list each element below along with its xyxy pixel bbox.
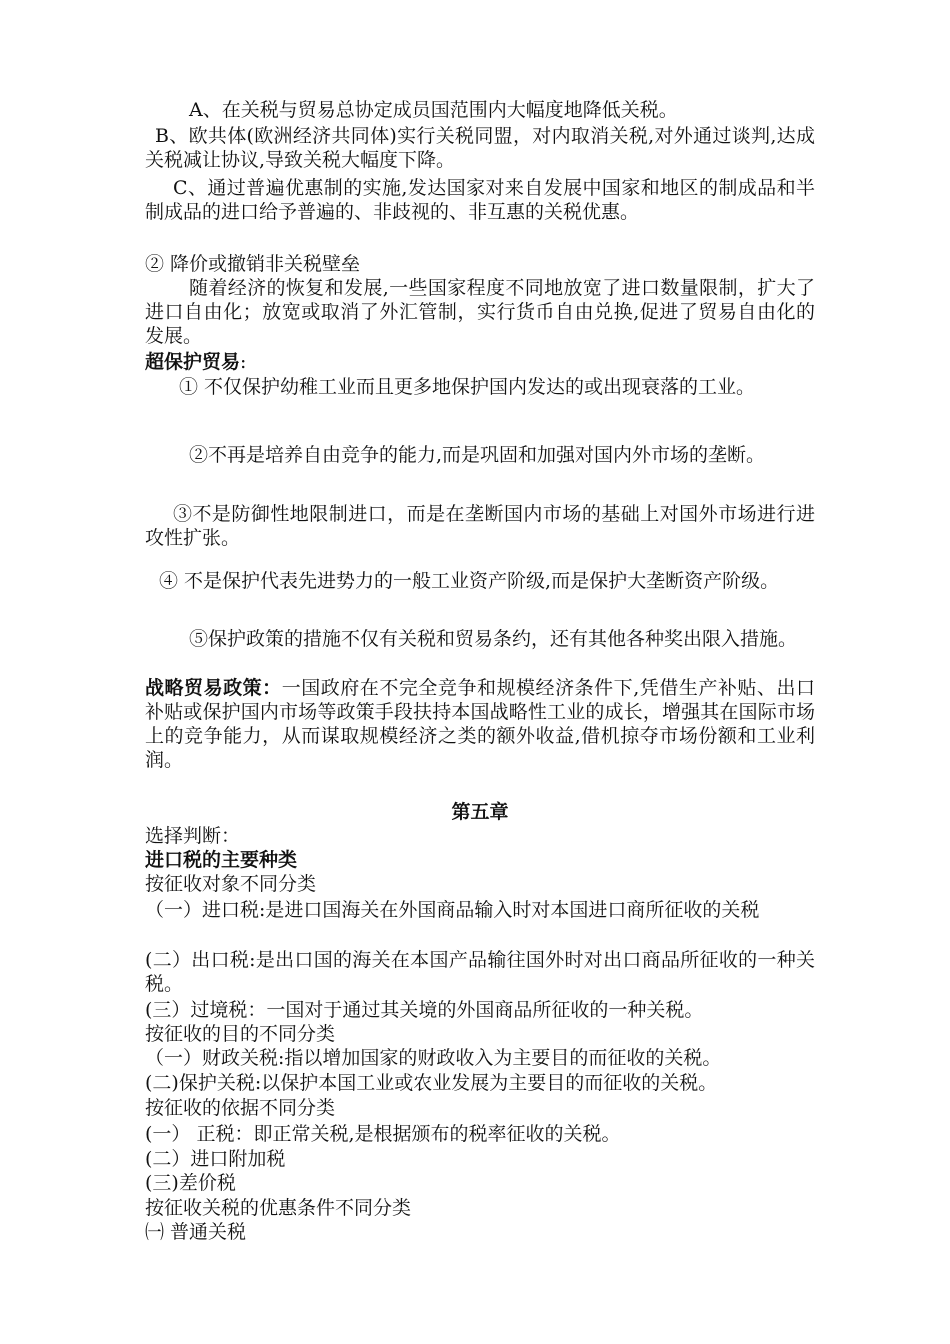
basis-item-3: (三)差价税 <box>145 1172 236 1194</box>
purpose-item-2: (二)保护关税:以保护本国工业或农业发展为主要目的而征收的关税。 <box>145 1072 718 1094</box>
point-2-text: 随着经济的恢复和发展,一些国家程度不同地放宽了进口数量限制，扩大了进口自由化；放宽或取消了外汇管制，实行货币自由兑换,促进了贸易自由化的发展。 <box>145 277 815 347</box>
preference-item-1: ㈠ 普通关税 <box>145 1221 247 1243</box>
super-protection-point-5: ⑤保护政策的措施不仅有关税和贸易条约，还有其他各种奖出限入措施。 <box>189 628 798 650</box>
basis-item-2: (二）进口附加税 <box>145 1148 286 1170</box>
strategic-trade-policy <box>145 676 815 772</box>
super-protection-colon: : <box>240 351 247 373</box>
item-a: A、在关税与贸易总协定成员国范围内大幅度地降低关税。 <box>189 99 678 121</box>
item-c: C、通过普遍优惠制的实施,发达国家对来自发展中国家和地区的制成品和半制成品的进口给予普遍的、非歧视的、非互惠的关税优惠。 <box>145 177 815 223</box>
super-protection-point-2: ②不再是培养自由竞争的能力,而是巩固和加强对国内外市场的垄断。 <box>189 444 766 466</box>
super-protection-point-3: ③不是防御性地限制进口，而是在垄断国内市场的基础上对国外市场进行进攻性扩张。 <box>145 503 815 549</box>
by-object-heading: 按征收对象不同分类 <box>145 873 317 895</box>
by-purpose-heading: 按征收的目的不同分类 <box>145 1023 336 1045</box>
basis-item-1: (一） 正税：即正常关税,是根据颁布的税率征收的关税。 <box>145 1123 621 1145</box>
super-protection-point-1: ① 不仅保护幼稚工业而且更多地保护国内发达的或出现衰落的工业。 <box>179 376 756 398</box>
strategic-text: 一国政府在不完全竞争和规模经济条件下,凭借生产补贴、出口补贴或保护国内市场等政策手段扶持本国战略性工业的成长，增强其在国际市场上的竞争能力，从而谋取规模经济之类的额外收益,借机掠夺市场份额和工业利润。 <box>145 677 815 771</box>
object-item-2: (二）出口税:是出口国的海关在本国产品输往国外时对出口商品所征收的一种关税。 <box>145 949 815 995</box>
super-protection-point-4: ④ 不是保护代表先进势力的一般工业资产阶级,而是保护大垄断资产阶级。 <box>159 570 780 592</box>
by-preference-heading: 按征收关税的优惠条件不同分类 <box>145 1197 412 1219</box>
object-item-3: (三）过境税：一国对于通过其关境的外国商品所征收的一种关税。 <box>145 999 704 1021</box>
strategic-title: 战略贸易政策： <box>145 677 282 699</box>
point-2-title: ② 降价或撤销非关税壁垒 <box>145 253 361 275</box>
select-judge-label: 选择判断： <box>145 825 241 847</box>
super-protection-title: 超保护贸易 <box>145 351 241 373</box>
super-protection-heading <box>145 350 815 374</box>
import-tax-types-heading: 进口税的主要种类 <box>145 849 298 871</box>
purpose-item-1: （一）财政关税:指以增加国家的财政收入为主要目的而征收的关税。 <box>145 1047 722 1069</box>
chapter-title: 第五章 <box>451 801 509 823</box>
item-b: B、欧共体(欧洲经济共同体)实行关税同盟，对内取消关税,对外通过谈判,达成关税减让协议,导致关税大幅度下降。 <box>145 125 815 171</box>
by-basis-heading: 按征收的依据不同分类 <box>145 1097 336 1119</box>
object-item-1: （一）进口税:是进口国海关在外国商品输入时对本国进口商所征收的关税 <box>145 899 760 921</box>
